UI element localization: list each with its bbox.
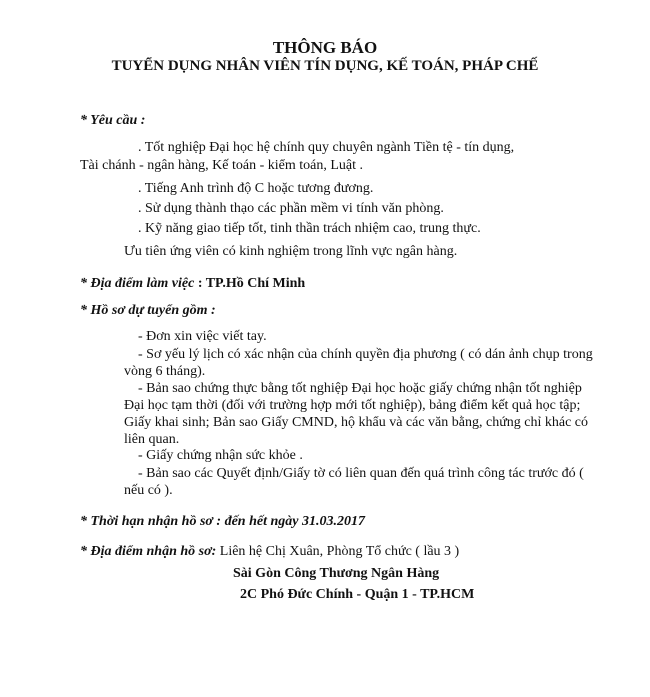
requirement-item-1-line-1: . Tốt nghiệp Đại học hệ chính quy chuyên ngành Tiền tệ - tín dụng, [138, 140, 515, 155]
requirement-item-1-line-2: Tài chánh - ngân hàng, Kế toán - kiểm toán, Luật . [80, 158, 364, 173]
work-location [80, 276, 305, 292]
requirement-item-3: . Sử dụng thành thạo các phần mềm vi tính văn phòng. [138, 201, 444, 216]
work-location-value: : TP.Hồ Chí Minh [197, 276, 306, 291]
dossier-heading: * Hồ sơ dự tuyển gồm : [80, 303, 216, 318]
document-title: THÔNG BÁO [272, 38, 378, 57]
submission-bank: Sài Gòn Công Thương Ngân Hàng [233, 566, 440, 581]
submission-location [80, 544, 459, 560]
priority-note: Ưu tiên ứng viên có kinh nghiệm trong lĩnh vực ngân hàng. [124, 244, 458, 259]
dossier-item-4: - Giấy chứng nhận sức khỏe . [138, 448, 303, 463]
requirement-item-4: . Kỹ năng giao tiếp tốt, tinh thần trách nhiệm cao, trung thực. [138, 221, 481, 236]
submission-contact: Liên hệ Chị Xuân, Phòng Tổ chức ( lầu 3 ) [219, 544, 460, 559]
document-subtitle: TUYỂN DỤNG NHÂN VIÊN TÍN DỤNG, KẾ TOÁN, PHÁP CHẾ [111, 58, 539, 74]
deadline-value: : đến hết ngày 31.03.2017 [216, 514, 365, 529]
dossier-item-3: - Bản sao chứng thực bằng tốt nghiệp Đại học hoặc giấy chứng nhận tốt nghiệp Đại học tạm thời (đối với trường hợp mới tốt nghiệp), bảng điểm kết quả học tập; Giấy khai sinh; Bản sao Giấy CMND, hộ khẩu và các văn bằng, chứng chỉ khác có liên quan. [124, 381, 589, 447]
dossier-item-2: - Sơ yếu lý lịch có xác nhận của chính quyền địa phương ( có dán ảnh chụp trong vòng 6 tháng). [124, 347, 593, 379]
deadline [80, 514, 365, 530]
deadline-label: * Thời hạn nhận hồ sơ [80, 514, 213, 529]
dossier-item-1: - Đơn xin việc viết tay. [138, 329, 267, 344]
work-location-label: * Địa điểm làm việc [80, 276, 195, 291]
requirement-item-2: . Tiếng Anh trình độ C hoặc tương đương. [138, 181, 374, 196]
dossier-item-5: - Bản sao các Quyết định/Giấy tờ có liên quan đến quá trình công tác trước đó ( nếu có ). [124, 466, 584, 498]
submission-label: * Địa điểm nhận hồ sơ: [80, 544, 217, 559]
requirements-heading: * Yêu cầu : [80, 113, 146, 128]
submission-address: 2C Phó Đức Chính - Quận 1 - TP.HCM [240, 587, 475, 602]
